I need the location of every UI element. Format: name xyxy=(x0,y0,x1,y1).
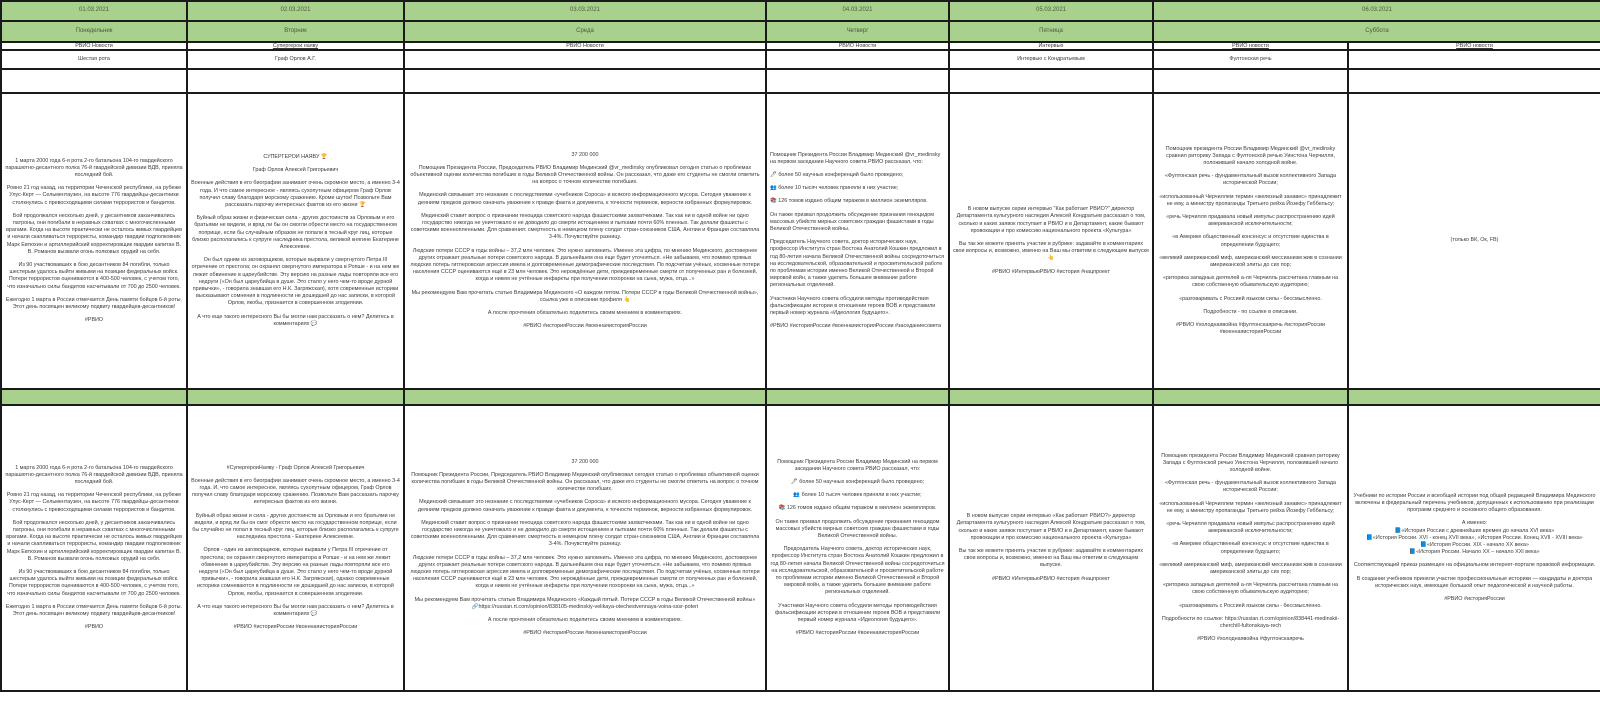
post-paragraph: #РВИО #историяРоссии xyxy=(1444,596,1505,603)
post-paragraph: А после прочтения обязательно поделитесь своим мнением в комментариях. xyxy=(487,310,683,317)
post-paragraph: Он также призвал продолжить обсуждение признания геноцидом массовых убийств мирных советских граждан фашистами в годы Великой Отечественной войны. xyxy=(770,211,934,232)
post-paragraph: #РВИО #холоднаявойна #фултонскаяречь #историяРоссии #военнаяисторияРоссии xyxy=(1176,322,1325,336)
post-paragraph: 👥 более 10 тысяч человек приняли в них участие; xyxy=(770,185,899,192)
date-cell-sat[interactable]: 06.03.2021 xyxy=(1153,1,1600,21)
post-paragraph: Орлов - один из заговорщиков, которые вырвали у Петра III отречение от престола; он охранял свергнутого императора в Ропше - и на нем же лежит обвинение в цареубийстве. Эту версию на разные лады повторяли все его недруги («Он был цареубийца в душе. Это стало у него чем-то вроде дурной привычки», - говорила знавшая его Н.К. Загряжская), однако современные историки сомневаются в подлинности не дошедшей до нас записки, в которой Орлов, якобы, признается в совершенном злодеянии. xyxy=(197,547,394,597)
separator-cell[interactable] xyxy=(949,389,1153,405)
post-paragraph: #РВИО #историяРоссии #военнаяисторияРоссии xyxy=(523,630,647,637)
date-cell-thu[interactable]: 04.03.2021 xyxy=(766,1,949,21)
post-paragraph: 1 марта 2000 года 6-я рота 2-го батальона 104-го гвардейского парашютно-десантного полка 76-й гвардейской дивизии ВДВ, приняла последний бой. xyxy=(5,157,183,178)
post-paragraph: #РВИО #ИнтервьюРВИО #история #нацпроект xyxy=(992,268,1110,275)
post-paragraph: #РВИО #историяРоссии #военнаяисторияРоссии xyxy=(523,323,647,330)
post-paragraph: Помощник Президента России, Председатель РВИО Владимир Мединский @vr_medinsky опубликовал сегодня статью о проблемах объективной оценки количества погибших в годы Великой Отечественной войны. Он рассказал, что даже его студенты не смогли ответить на вопрос о точном количестве погибших. xyxy=(410,164,760,186)
post-paragraph: Мединский связывает это незнание с последствиями «учебников Сороса» и всякого информационного мусора. Сегодня уважение к деяниям предков должно означать уважение к правде факта и документа, к точности терминов, верности избранных формулировок. xyxy=(417,499,753,513)
day-cell-sat[interactable]: Суббота xyxy=(1153,21,1600,42)
post-paragraph: 👥 более 10 тысяч человек приняли в них участие; xyxy=(793,492,922,499)
post-paragraph: 📚 126 томов издано общим тиражом в миллион экземпляров. xyxy=(770,198,928,205)
post-paragraph: «Фултонская речь - фундаментальный вызов коллективного Запада исторической России; xyxy=(1164,480,1337,494)
post-paragraph: Помощник Президента России Владимир Мединский на первом заседании Научного совета РВИО рассказал, что: xyxy=(777,458,938,472)
post-paragraph: #РВИО xyxy=(84,624,104,631)
post-paragraph: #РВИО #ИнтервьюРВИО #история #нацпроект xyxy=(992,575,1110,582)
post-paragraph: А после прочтения обязательно поделитесь своим мнением в комментариях. xyxy=(487,617,683,624)
post-paragraph: Вы так же можете принять участие в рубрике: задавайте в комментариях свои вопросы и, возможно, именно на Ваш мы ответим в следующем выпуске 👆 xyxy=(953,241,1149,262)
post-paragraph: «речь Черчилля придавала новый импульс распространению идей американской исключительности; xyxy=(1166,213,1335,228)
post-paragraph: #СупергероиНаяву - Граф Орлов Алексей Григорьевич xyxy=(226,464,365,471)
rubric-row xyxy=(1,42,1600,50)
post-paragraph: В новом выпуске серии интервью "Как работает РВИО?" директор Департамента культурного наследия Алексей Кондратьев рассказал о том, сколько и каких заявок поступает в РВИО и в Департамент, какие бывают провокации и про комиссию национального проекта «Культура» xyxy=(956,206,1146,234)
final-post-cell-thu[interactable] xyxy=(766,405,949,691)
rubric-cell-sat-a[interactable]: РВИО новости xyxy=(1153,42,1348,50)
post-paragraph: #РВИО #историяРоссии #военнаяисторияРоссии xyxy=(795,630,920,637)
post-cell-sat-b[interactable] xyxy=(1348,93,1600,389)
post-paragraph: А что еще такого интересного Вы бы могли нам рассказать о нем? Делитесь в комментариях 💬 xyxy=(197,603,394,618)
post-paragraph: Помощник Президента России, Председатель РВИО Владимир Мединский опубликовал сегодня статью о проблемах объективной оценки количества погибших в годы Великой Отечественной войны. Он рассказал, что даже его студенты не смогли ответить на вопрос о точном количестве погибших. xyxy=(411,471,759,493)
post-cell-wed[interactable] xyxy=(404,93,766,389)
date-cell-fri[interactable]: 05.03.2021 xyxy=(949,1,1153,21)
date-cell-mon[interactable]: 01.03.2021 xyxy=(1,1,187,21)
separator-cell[interactable] xyxy=(1348,389,1600,405)
post-paragraph: Учебники по истории России и всеобщей истории под общей редакцией Владимира Мединского включены в федеральный перечень учебников, допущенных к использованию при реализации программ среднего и основного общего образования. xyxy=(1353,492,1596,514)
post-paragraph: (только ВК, Ок, FB) xyxy=(1450,237,1499,244)
post-text-row-2 xyxy=(1,405,1600,691)
separator-cell[interactable] xyxy=(1,389,187,405)
post-paragraph: 37 200 000 xyxy=(571,151,599,158)
post-paragraph: Ежегодно 1 марта в России отмечается День памяти бойцов 6-й роты. Этот день посвящен великому подвигу гвардейцев-десантников! xyxy=(5,296,183,311)
rubric-cell-fri[interactable]: Интервью xyxy=(949,42,1153,50)
post-paragraph: Ровно 21 год назад, на территории Чеченской республики, на рубеже Улус-Керт — Сельментаузен, на высоте 776 гвардейцы-десантники столкнулись с превосходящими силами террористов и бандитов. xyxy=(6,492,182,513)
post-paragraph: «Фултонская речь - фундаментальный вызов коллективного Запада исторической России; xyxy=(1164,173,1337,187)
post-paragraph: Граф Орлов Алексей Григорьевич xyxy=(252,167,339,174)
post-paragraph: А именно: 📘«История России с древнейших времен до начала XVI века» 📘«История России. XVI - конец XVII века», «История России. Конец XVII - XVIII века» 📘«История России. XIX - начало XX века» 📘«История России. Начало XX – начало XXI века» xyxy=(1366,520,1583,556)
post-paragraph: Мединский ставит вопрос о признании геноцида советского народа фашистскими захватчиками. Так как ни в одной войне ни одно государство никогда не уничтожало и не доводило до смерти истощением и пытками почти 60% пленных. Так делали фашисты с советскими военнопленными. Для сравнения: смертность в немецком плену солдат стран-союзников США, Англии и Франции составляла 3-4%. Почувствуйте разницу. xyxy=(410,519,760,548)
post-paragraph: Людские потери СССР в годы войны – 37,2 млн человек. Это нужно запомнить. Именно эта цифра, по мнению Мединского, достовернее других отражает реальные потери советского народа. В дальнейшем она еще будет уточняться. «Не забываем, что помимо прямых людских потерь гитлеровская агрессия имела и долговременные демографические последствия. По подсчетам учёных, косвенные потери населения СССР оцениваются ещё в 23 млн человек. Это нерождённые дети, преждевременные смерти от полученных ран и болезней, когда и никем не учтённые инфаркты при получении похоронки на сына, мужа, отца...» xyxy=(410,247,760,283)
post-paragraph: Мы рекомендуем Вам прочитать статью Владимира Мединского «О каждом пятом. Потери СССР в годы Великой Отечественной войны», ссылка уже в описании профиля 👆 xyxy=(411,289,759,303)
final-post-cell-mon[interactable] xyxy=(1,405,187,691)
empty-cell[interactable] xyxy=(1153,69,1348,93)
post-paragraph: «речь Черчилля придавала новый импульс распространению идей американской исключительности; xyxy=(1166,520,1335,535)
separator-cell[interactable] xyxy=(404,389,766,405)
post-paragraph: Военные действия в его биографии занимают очень скромное место, а именно 3-4 года. И, что самое интересное, являясь сухопутным офицером, Граф Орлов получил славу благодаря морскому сражению. Позвольте Вам рассказать парочку интересных фактов из его жизни. xyxy=(191,477,400,506)
date-row xyxy=(1,1,1600,21)
post-paragraph: «в Америке общественный консенсус и отсутствие единства в определении будущего; xyxy=(1172,541,1329,555)
post-paragraph: Соответствующий приказ размещен на официальном интернет-портале правовой информации. xyxy=(1353,562,1596,569)
post-paragraph: Ежегодно 1 марта в России отмечается День памяти бойцов 6-й роты. Этот день посвящен великому подвигу гвардейцев-десантников! xyxy=(5,603,183,618)
post-cell-thu[interactable] xyxy=(766,93,949,389)
post-paragraph: Подробности по ссылке: https://russian.rt.com/opinion/838441-medinskii-cherchill-fultonskaya-rech xyxy=(1161,615,1340,630)
post-paragraph: Буйный образ жизни и физическая сила - других достоинств за Орловым и его братьями не видели, и вряд ли бы он смогли обрести место на государственном поприще, если бы случайным образом не попали в тесный круг лиц, которые близко располагались к супруге наследника престола, великой княгине Екатерине Алексеевне. xyxy=(192,215,399,250)
post-paragraph: Помощник президента России Владимир Мединский @vr_medinsky сравнил риторику Запада с Фултонской речью Уинстона Черчилля, положившей начало холодной войне. xyxy=(1165,145,1336,166)
post-paragraph: Ровно 21 год назад, на территории Чеченской республики, на рубеже Улус-Керт — Сельментаузен, на высоте 776 гвардейцы-десантники столкнулись с превосходящими силами террористов и бандитов. xyxy=(6,185,182,206)
post-cell-sat-a[interactable] xyxy=(1153,93,1348,389)
post-paragraph: «в Америке общественный консенсус и отсутствие единства в определении будущего; xyxy=(1172,234,1329,248)
separator-cell[interactable] xyxy=(1153,389,1348,405)
post-cell-mon[interactable] xyxy=(1,93,187,389)
post-paragraph: 🖊 более 50 научных конференций было проведено; xyxy=(790,478,925,485)
post-paragraph: СУПЕРГЕРОИ НАЯВУ 🏆 xyxy=(263,153,328,160)
separator-cell[interactable] xyxy=(187,389,404,405)
post-paragraph: Военные действия в его биографии занимают очень скромное место, а именно 3-4 года. И что самое интересное - являясь сухопутным офицером Граф Орлов получил славу благодаря морскому сражению. Кроме шуток! Позвольте Вам рассказать парочку интересных фактов из его жизни 🏆 xyxy=(191,180,400,208)
post-paragraph: 1 марта 2000 года 6-я рота 2-го батальона 104-го гвардейского парашютно-десантного полка 76-й гвардейской дивизии ВДВ, приняла последний бой. xyxy=(5,464,183,485)
post-paragraph: Участники Научного совета обсудили методы противодействия фальсификации истории в отношении героев ВОВ и представили первый номер журнала «Идеология будущего». xyxy=(770,295,936,317)
empty-cell[interactable] xyxy=(1348,69,1600,93)
week-separator-row xyxy=(1,389,1600,405)
post-paragraph: Он также призвал продолжить обсуждение признания геноцидом массовых убийств мирных советских граждан фашистами в годы Великой Отечественной войны. xyxy=(775,518,940,539)
post-paragraph: Бой продолжался несколько дней, у десантников заканчивались патроны, они погибали в неравных схватках с многочисленными врагами. Когда на высоте практически не осталось живых гвардейцев и начали скапливаться террористы, командир гвардии подполковник Марк Евтюхин и артиллерийский корректировщик гвардии капитан В. В. Романов вызвали огонь полковых орудий на себя. xyxy=(6,519,182,562)
day-cell-tue[interactable]: Вторник xyxy=(187,21,404,42)
post-paragraph: Помощник Президента России Владимир Мединский @vr_medinsky на первом заседании Научного совета РВИО рассказал, что: xyxy=(770,151,941,165)
topic-cell-fri[interactable]: Интервью с Кондратьевым xyxy=(949,50,1153,69)
final-post-cell-fri[interactable] xyxy=(949,405,1153,691)
empty-cell[interactable] xyxy=(404,69,766,93)
rubric-cell-mon[interactable]: РВИО Новости xyxy=(1,42,187,50)
date-cell-wed[interactable]: 03.03.2021 xyxy=(404,1,766,21)
topic-cell-tue[interactable]: Граф Орлов А.Г. xyxy=(187,50,404,69)
post-paragraph: «великий американский миф, американский мессианизм жив в сознании американской элиты до сих пор; xyxy=(1159,254,1342,268)
post-paragraph: #РВИО #историяРоссии #военнаяисторияРоссии #заседаниесовета xyxy=(770,323,941,330)
day-cell-wed[interactable]: Среда xyxy=(404,21,766,42)
rubric-cell-sat-b[interactable]: РВИО новости xyxy=(1348,42,1600,50)
day-cell-thu[interactable]: Четверг xyxy=(766,21,949,42)
empty-cell[interactable] xyxy=(1,69,187,93)
post-paragraph: «риторика западных деятелей а-ля Черчилль рассчитана главным на свою собственную обывательскую аудиторию; xyxy=(1162,582,1339,596)
topic-cell-wed[interactable] xyxy=(404,50,766,69)
post-paragraph: Из 90 участвовавших в бою десантников 84 погибли, только шестерым удалось выйти живыми на позиции федеральных войск. Потери террористов оцениваются в 400-500 человек, с учетом того, что изначально силы бандитов насчитывали от 700 до 2500 человек. xyxy=(7,262,181,290)
final-post-cell-tue[interactable] xyxy=(187,405,404,691)
separator-cell[interactable] xyxy=(766,389,949,405)
post-paragraph: Из 90 участвовавших в бою десантников 84 погибли, только шестерым удалось выйти живыми на позиции федеральных войск. Потери террористов оцениваются в 400-500 человек, с учетом того, что изначально силы бандитов насчитывали от 700 до 2500 человек. xyxy=(7,569,181,597)
post-paragraph: 37 200 000 xyxy=(571,458,599,465)
empty-cell[interactable] xyxy=(187,69,404,93)
post-paragraph: Мединский ставит вопрос о признании геноцида советского народа фашистскими захватчиками. Так как ни в одной войне ни одно государство никогда не уничтожало и не доводило до смерти истощением и пытками почти 60% пленных. Так делали фашисты с советскими военнопленными. Для сравнения: смертность в немецком плену солдат стран-союзников США, Англии и Франции составляла 3-4%. Почувствуйте разницу. xyxy=(410,212,760,241)
post-paragraph: Вы так же можете принять участие в рубрике: задавайте в комментариях свои вопросы и, возможно, именно на Ваш мы ответим в следующем выпуске. xyxy=(958,548,1144,569)
date-cell-tue[interactable]: 02.03.2021 xyxy=(187,1,404,21)
post-paragraph: Людские потери СССР в годы войны – 37,2 млн человек. Это нужно запомнить. Именно эта цифра, по мнению Мединского, достовернее других отражает реальные потери советского народа. В дальнейшем она еще будет уточняться. «Не забываем, что помимо прямых людских потерь гитлеровская агрессия имела и долговременные демографические последствия. По подсчетам учёных, косвенные потери населения СССР оцениваются ещё в 23 млн человек. Это нерождённые дети, преждевременные смерти от полученных ран и болезней, когда и никем не учтённые инфаркты при получении похоронки на сына, мужа, отца...» xyxy=(410,554,760,590)
post-paragraph: #РВИО #холоднаявойна #фултонскаяречь xyxy=(1197,636,1304,643)
empty-row xyxy=(1,69,1600,93)
post-paragraph: Помощник президента России Владимир Мединский сравнил риторику Запада с Фултонской речью Уинстона Черчилля, положившей начало холодной войне. xyxy=(1161,452,1340,473)
topic-cell-mon[interactable]: Шестая рота xyxy=(1,50,187,69)
post-paragraph: #РВИО xyxy=(84,317,104,324)
topic-cell-thu[interactable] xyxy=(766,50,949,69)
final-post-cell-sat-a[interactable] xyxy=(1153,405,1348,691)
post-paragraph: Он был одним из заговорщиков, которые вырвали у свергнутого Петра III отречение от престола; он охранял свергнутого императора в Ропше - и на нем же лежит обвинение в цареубийстве. Эту версию на разные лады повторяли все его недруги («Он был цареубийца в душе. Это стало у него чем-то вроде дурной привычки», - говорила знавшая его Н.К. Загряжская), хотя современные историки высказывают сомнения в подлинности не дошедшей до нас записки, в которой Орлов, якобы, признается в совершенном злодеянии. xyxy=(191,257,400,307)
post-paragraph: «разговаривать с Россией языком силы - бессмысленно. xyxy=(1179,602,1322,609)
post-paragraph: Подробности - по ссылке в описании. xyxy=(1203,308,1298,315)
post-paragraph: А что еще такого интересного Вы бы могли нам рассказать о нем? Делитесь в комментариях 💬 xyxy=(197,313,394,327)
topic-cell-sat-b[interactable] xyxy=(1348,50,1600,69)
post-paragraph: Бой продолжался несколько дней, у десантников заканчивались патроны, они погибали в неравных схватках с многочисленными врагами. Когда на высоте практически не осталось живых гвардейцев и начали скапливаться террористы, командир гвардии подполковник Марк Евтюхин и артиллерийский корректировщик гвардии капитан В. В. Романов вызвали огонь полковых орудий на себя. xyxy=(6,212,182,255)
post-paragraph: «разговаривать с Россией языком силы - бессмысленно. xyxy=(1179,295,1322,302)
day-cell-fri[interactable]: Пятница xyxy=(949,21,1153,42)
post-paragraph: «использованный Черчиллем термин «железный занавес» принадлежит не ему, а министру пропаганды Третьего рейха Йозефу Геббельсу; xyxy=(1159,500,1342,514)
rubric-cell-tue[interactable]: Супергерои наяву xyxy=(187,42,404,50)
topic-row xyxy=(1,50,1600,69)
post-paragraph: 📚 126 томов издано общим тиражом в миллион экземпляров. xyxy=(778,505,937,512)
post-text-row-1 xyxy=(1,93,1600,389)
topic-cell-sat-a[interactable]: Фултонская речь xyxy=(1153,50,1348,69)
post-paragraph: Председатель Научного совета, доктор исторических наук, профессор Института стран Востока Анатолий Кошкин предложил в год 80-летия начала Великой Отечественной войны сосредоточиться на исследовательской, образовательной и просветительской работе по проблемам истории именно Великой Отечественной и Второй мировой войн, а также уделить большее внимание работе региональных отделений. xyxy=(770,239,944,289)
weekday-row xyxy=(1,21,1600,42)
post-paragraph: В новом выпуске серии интервью «Как работает РВИО?» директор Департамента культурного наследия Алексей Кондратьев рассказал о том, сколько и каких заявок поступает в РВИО и в Департамент, какие бывают провокации и про комиссию национального проекта «Культура» xyxy=(956,513,1146,541)
post-paragraph: 🖊 более 50 научных конференций было проведено; xyxy=(770,171,904,178)
post-paragraph: «использованный Черчиллем термин «железный занавес» принадлежит не ему, а министру пропаганды Третьего рейха Йозефу Геббельсу; xyxy=(1159,193,1342,207)
post-paragraph: Мы рекомендуем Вам прочитать статью Владимира Мединского «Каждый пятый. Потери СССР в годы Великой Отечественной войны» 🔗https://russian.rt.com/opinion/838105-medinskiy-velikaya-otechestvennaya-voina-sssr-poteri xyxy=(414,596,756,610)
day-cell-mon[interactable]: Понедельник xyxy=(1,21,187,42)
post-paragraph: Участники Научного совета обсудили методы противодействия фальсификации истории в отношении героев ВОВ и представили первый номер журнала «Идеология будущего». xyxy=(774,602,941,624)
post-paragraph: «великий американский миф, американский мессианизм жив в сознании американской элиты до сих пор; xyxy=(1159,561,1342,575)
post-paragraph: Буйный образ жизни и сила - других достоинств за Орловым и его братьями не видели, и вряд ли бы он смог обрести место на государственном поприще, если бы случайно не попал в тесный круг лиц, которые близко располагались к супруге наследника престола - Екатерине Алексеевне. xyxy=(192,512,399,541)
final-post-cell-wed[interactable] xyxy=(404,405,766,691)
final-post-cell-sat-b[interactable] xyxy=(1348,405,1600,691)
post-paragraph: #РВИО #историяРоссии #военнаяисторияРоссии xyxy=(233,624,358,631)
empty-cell[interactable] xyxy=(949,69,1153,93)
empty-cell[interactable] xyxy=(766,69,949,93)
rubric-cell-thu[interactable]: РВИО Новости xyxy=(766,42,949,50)
post-cell-tue[interactable] xyxy=(187,93,404,389)
post-paragraph: «риторика западных деятелей а-ля Черчилль рассчитана главным на свою собственную обывательскую аудиторию; xyxy=(1162,275,1339,289)
post-cell-fri[interactable] xyxy=(949,93,1153,389)
post-paragraph: Председатель Научного совета, доктор исторических наук, профессор Института стран Востока Анатолий Кошкин предложил в год 80-летия начала Великой Отечественной войны сосредоточиться на исследовательской, образовательной и просветительской работе по проблемам истории именно Великой Отечественной и Второй мировой войн, а также уделить большее внимание работе региональных отделений. xyxy=(770,546,945,596)
post-paragraph: В создании учебников приняли участие профессиональные историки — кандидаты и доктора исторических наук, имеющие большой опыт педагогической и научной работы. xyxy=(1356,575,1593,589)
rubric-cell-wed[interactable]: РВИО Новости xyxy=(404,42,766,50)
post-paragraph: Мединский связывает это незнание с последствиями «учебников Сороса» и всякого информационного мусора. Сегодня уважение к деяниям предков должно означать уважение к правде факта и документа, к точности терминов, верности избранных формулировок. xyxy=(417,192,753,206)
